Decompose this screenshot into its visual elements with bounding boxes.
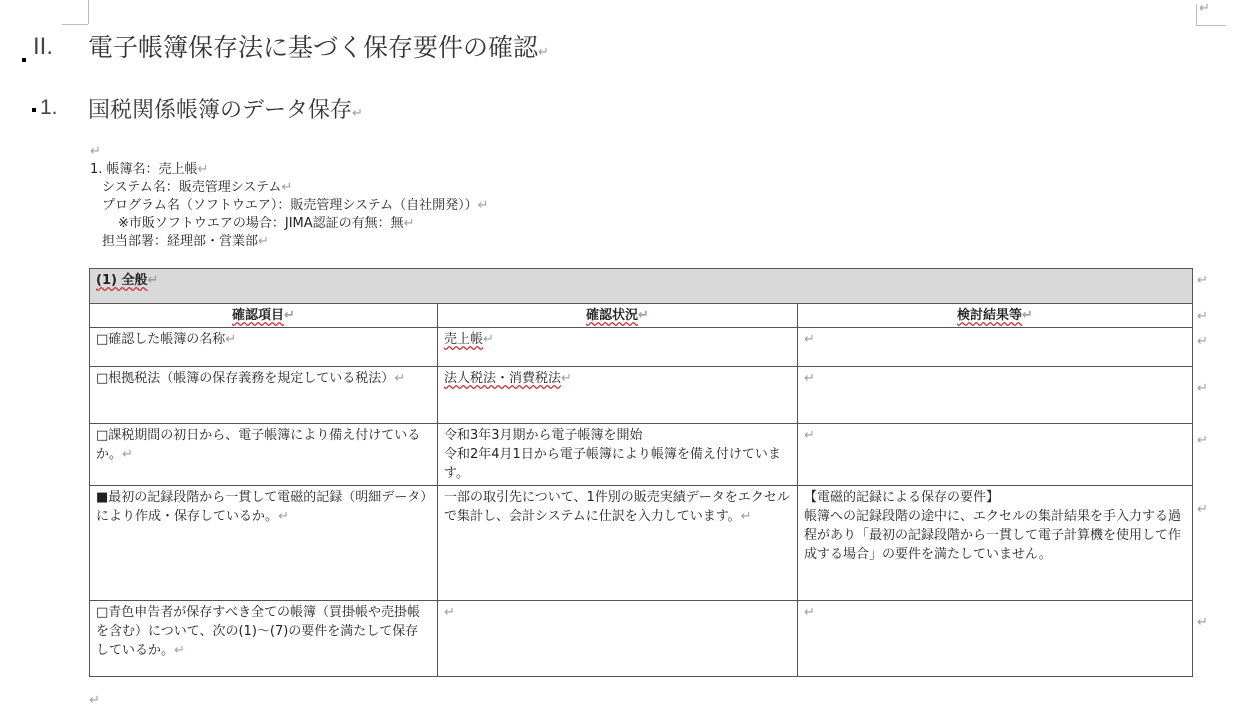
jima-note: ※市販ソフトウエアの場合：JIMA認証の有無：無↵ — [118, 216, 415, 231]
row-end-mark: ↵ — [1197, 334, 1208, 349]
ledger-name: 1. 帳簿名：売上帳↵ — [90, 162, 209, 177]
table-cell[interactable]: ↵ — [798, 424, 1193, 486]
table-cell[interactable]: □根拠税法（帳簿の保存義務を規定している税法）↵ — [90, 367, 438, 424]
heading-number: II. — [33, 33, 54, 60]
table-cell[interactable]: 売上帳↵ — [438, 328, 798, 367]
program-name: プログラム名（ソフトウエア）：販売管理システム（自社開発））↵ — [102, 198, 489, 213]
header-cell[interactable]: 確認項目↵ — [90, 304, 438, 328]
row-end-mark: ↵ — [1197, 615, 1208, 630]
heading-bullet — [32, 108, 36, 112]
table-cell[interactable]: ↵ — [798, 367, 1193, 424]
heading-number: 1. — [40, 96, 58, 119]
table-cell[interactable]: ↵ — [798, 328, 1193, 367]
empty-paragraph: ↵ — [90, 144, 101, 159]
crop-mark-top-left-h — [62, 24, 88, 25]
table-cell[interactable]: □確認した帳簿の名称↵ — [90, 328, 438, 367]
table-cell[interactable]: ↵ — [438, 601, 798, 677]
header-cell[interactable]: 確認状況↵ — [438, 304, 798, 328]
row-end-mark: ↵ — [1197, 273, 1208, 288]
paragraph-mark: ↵ — [1199, 1, 1210, 16]
table-row — [90, 367, 1193, 424]
header-cell[interactable]: 検討結果等↵ — [798, 304, 1193, 328]
table-cell[interactable]: □課税期間の初日から、電子帳簿により備え付けているか。↵ — [90, 424, 438, 486]
ledger-info[interactable] — [90, 143, 488, 251]
paragraph-mark: ↵ — [89, 693, 100, 708]
heading-bullet — [22, 58, 26, 62]
table-cell[interactable]: 令和3年3月期から電子帳簿を開始 令和2年4月1日から電子帳簿により帳簿を備え付けています。 — [438, 424, 798, 486]
table-cell[interactable]: ■最初の記録段階から一貫して電磁的記録（明細データ）により作成・保存しているか。↵ — [90, 486, 438, 601]
crop-mark-top-left — [88, 0, 89, 24]
row-end-mark: ↵ — [1197, 502, 1208, 517]
heading-title: 国税関係帳簿のデータ保存↵ — [88, 98, 363, 123]
requirements-table[interactable] — [89, 268, 1193, 677]
section-title-cell[interactable]: (1) 全般↵ — [90, 269, 1193, 304]
table-cell[interactable]: □青色申告者が保存すべき全ての帳簿（買掛帳や売掛帳を含む）について、次の(1)～(7)の要件を満たして保存しているか。↵ — [90, 601, 438, 677]
table-cell[interactable]: 法人税法・消費税法↵ — [438, 367, 798, 424]
heading-title: 電子帳簿保存法に基づく保存要件の確認↵ — [88, 33, 549, 62]
row-end-mark: ↵ — [1197, 309, 1208, 324]
system-name: システム名：販売管理システム↵ — [102, 180, 293, 195]
table-row — [90, 486, 1193, 601]
table-cell[interactable]: 【電磁的記録による保存の要件】 帳簿への記録段階の途中に、エクセルの集計結果を手入力する過程があり「最初の記録段階から一貫して電子計算機を使用して作成する場合」の要件を満たしていません。 — [798, 486, 1193, 601]
section-row — [90, 269, 1193, 304]
department: 担当部署：経理部・営業部↵ — [102, 234, 269, 249]
crop-mark-top-right — [1196, 4, 1197, 26]
crop-mark-top-right-h — [1196, 25, 1226, 26]
row-end-mark: ↵ — [1197, 381, 1208, 396]
table-cell[interactable]: ↵ — [798, 601, 1193, 677]
table-row — [90, 328, 1193, 367]
row-end-mark: ↵ — [1197, 433, 1208, 448]
table-cell[interactable]: 一部の取引先について、1件別の販売実績データをエクセルで集計し、会計システムに仕訳を入力しています。↵ — [438, 486, 798, 601]
table-row — [90, 601, 1193, 677]
header-row — [90, 304, 1193, 328]
table-row — [90, 424, 1193, 486]
